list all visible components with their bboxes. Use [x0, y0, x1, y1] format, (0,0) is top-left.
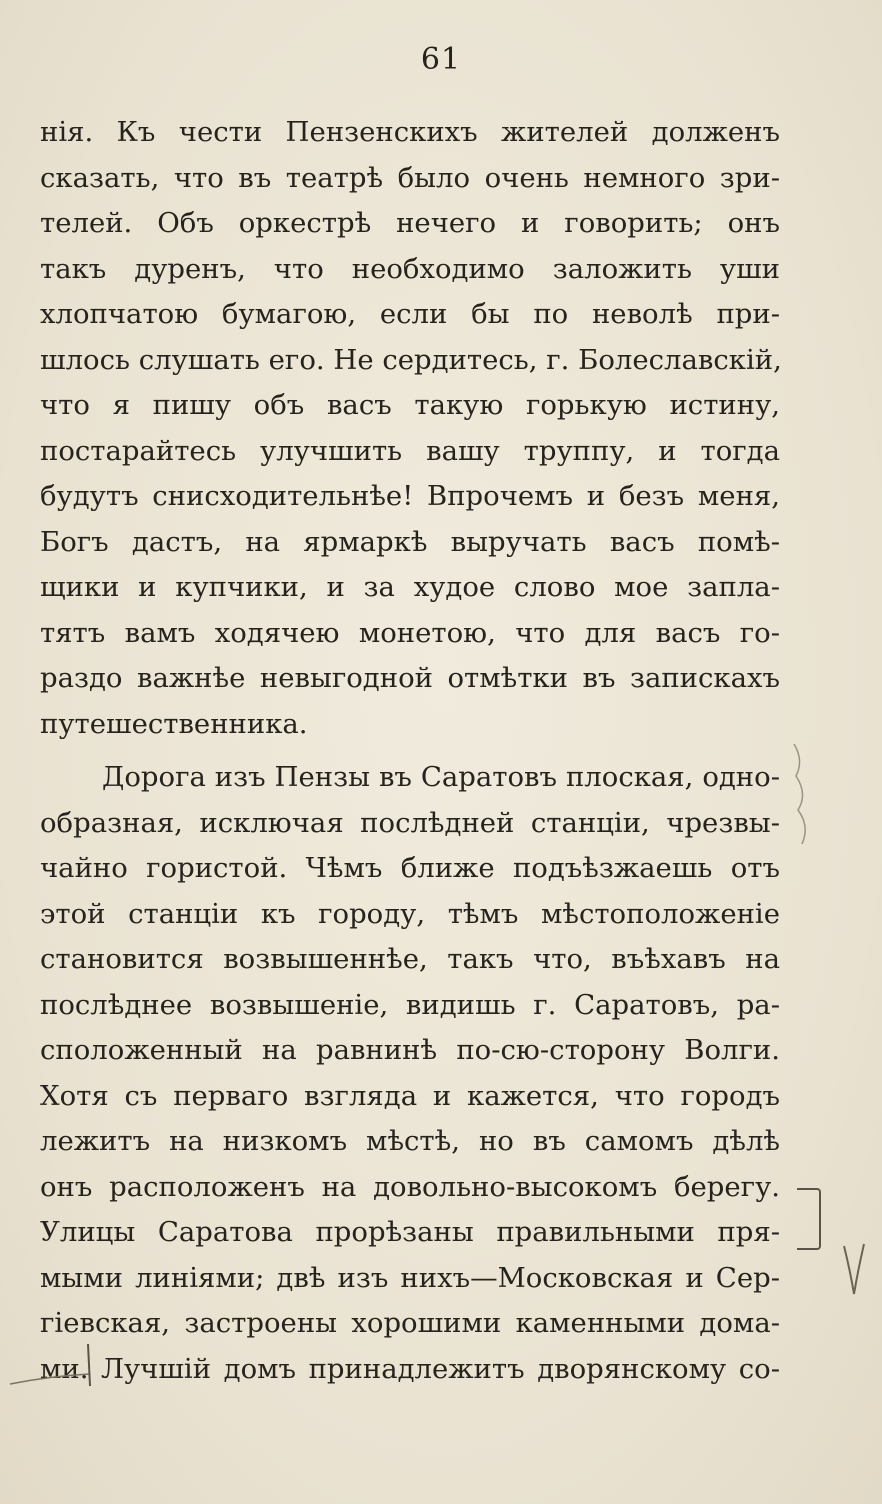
- text-line: раздо важнѣе невыгодной отмѣтки въ запискахъ: [40, 662, 780, 694]
- text-line: мыми линіями; двѣ изъ нихъ—Московская и Сер-: [40, 1261, 780, 1294]
- text-line: Богъ дастъ, на ярмаркѣ выручать васъ помѣ-: [40, 525, 780, 558]
- text-line: образная, исключая послѣдней станціи, чрезвы-: [40, 806, 780, 839]
- text-line: постарайтесь улучшить вашу труппу, и тогда: [40, 434, 780, 467]
- text-line: этой станціи къ городу, тѣмъ мѣстоположеніе: [40, 897, 780, 930]
- text-line: шлось слушать его. Не сердитесь, г. Болеславскій,: [40, 343, 782, 376]
- text-line: щики и купчики, и за худое слово мое запла-: [40, 571, 780, 603]
- text-line: нія. Къ чести Пензенскихъ жителей долженъ: [40, 116, 780, 148]
- text-line: сказать, что въ театрѣ было очень немного зри-: [40, 161, 780, 194]
- paragraph-gap: [40, 747, 780, 755]
- body-text: [40, 110, 780, 1392]
- text-line: хлопчатою бумагою, если бы по неволѣ при-: [40, 298, 780, 330]
- text-line: Дорога изъ Пензы въ Саратовъ плоская, одно-: [102, 761, 780, 793]
- page-number: 61: [420, 42, 462, 77]
- text-line: послѣднее возвышеніе, видишь г. Саратовъ, ра-: [40, 988, 780, 1021]
- text-line: Улицы Саратова прорѣзаны правильными пря-: [40, 1216, 780, 1248]
- text-line: ми. Лучшій домъ принадлежитъ дворянскому со-: [40, 1352, 780, 1385]
- text-line: Хотя съ перваго взгляда и кажется, что городъ: [40, 1079, 780, 1112]
- text-line: сположенный на равнинѣ по-сю-сторону Волги.: [40, 1034, 780, 1066]
- text-line: что я пишу объ васъ такую горькую истину,: [40, 389, 780, 421]
- text-line: чайно гористой. Чѣмъ ближе подъѣзжаешь отъ: [40, 852, 780, 884]
- text-line: онъ расположенъ на довольно-высокомъ берегу.: [40, 1170, 780, 1203]
- pencil-margin-mark: [790, 740, 820, 860]
- text-line: становится возвышеннѣе, такъ что, въѣхавъ на: [40, 943, 780, 975]
- pencil-underline-mark: [10, 1340, 100, 1396]
- text-line: лежитъ на низкомъ мѣстѣ, но въ самомъ дѣлѣ: [40, 1125, 780, 1157]
- text-line: тятъ вамъ ходячею монетою, что для васъ го-: [40, 616, 780, 649]
- pencil-check-mark: [842, 1240, 866, 1300]
- text-line: будутъ снисходительнѣе! Впрочемъ и безъ меня,: [40, 480, 780, 512]
- text-line: телей. Объ оркестрѣ нечего и говорить; онъ: [40, 207, 780, 239]
- pencil-bracket-mark: [797, 1188, 821, 1250]
- text-line: такъ дуренъ, что необходимо заложить уши: [40, 252, 780, 285]
- text-line: путешественника.: [40, 707, 308, 740]
- text-line: гіевская, застроены хорошими каменными дома-: [40, 1307, 780, 1339]
